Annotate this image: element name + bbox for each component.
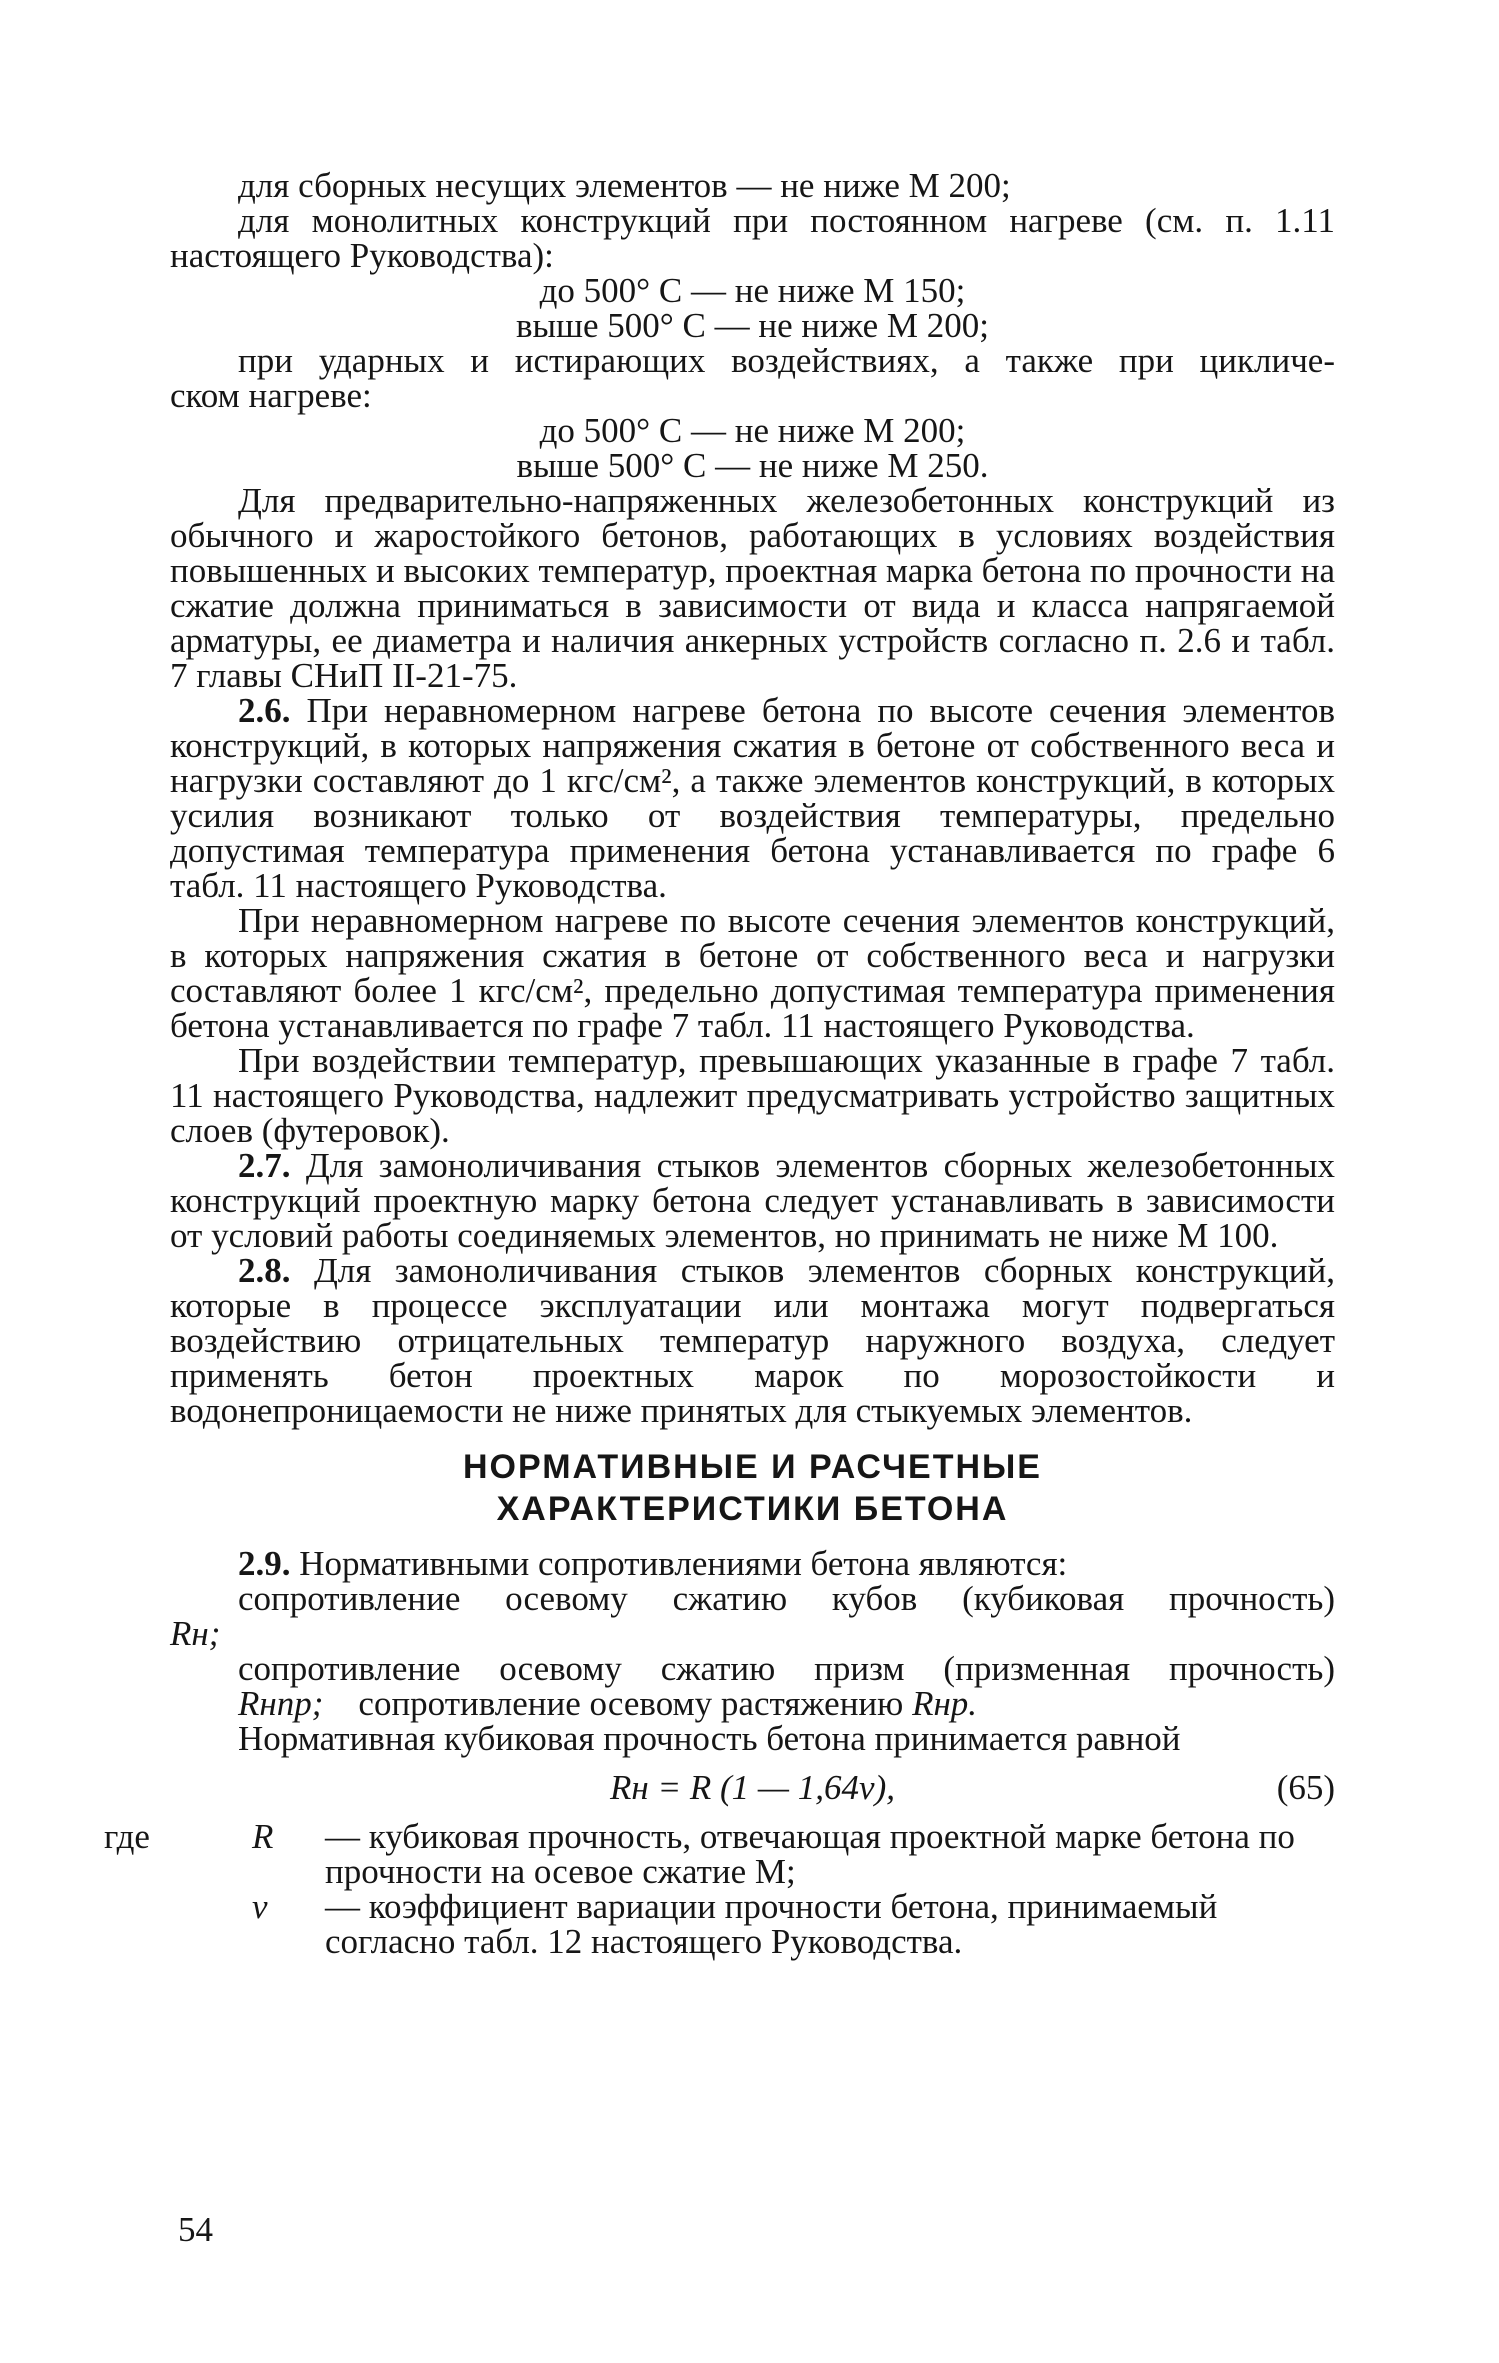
line-temp-above-a: выше 500° С — не ниже М 200;	[516, 306, 989, 345]
heading-line-1: НОРМАТИВНЫЕ И РАСЧЕТНЫЕ	[463, 1448, 1042, 1486]
where-label: где	[104, 1817, 150, 1856]
clause-text: При неравномерном нагреве бетона по высоте сечения элементов конструкций, в которых напряжения сжатия в бетоне от собственного веса и нагрузки составляют до 1 кгс/см², а также элементов конструкций, в которых усилия возникают только от воздействия температуры, предельно допустимая температура применения бетона устанавливается по графе 6 табл. 11 настоящего Руководства.	[170, 691, 1335, 905]
line-temp-500-a: до 500° С — не ниже М 150;	[539, 271, 966, 310]
formula-expression: Rн = R (1 — 1,64v),	[610, 1768, 895, 1807]
resistance-prism-line	[170, 1686, 1335, 1721]
paragraph-2-6	[170, 693, 1335, 903]
paragraph-prestressed: Для предварительно-напряженных железобетонных конструкций из обычного и жаростойкого бетонов, работающих в условиях воздействия повышенных и высоких температур, проектная марка бетона по прочности на сжатие должна приниматься в зависимости от вида и класса напрягаемой арматуры, ее диаметра и наличия анкерных устройств согласно п. 2.6 и табл. 7 главы СНиП II-21-75.	[170, 481, 1335, 695]
clause-text: Для замоноличивания стыков элементов сборных конструкций, которые в процессе эксплуатации или монтажа могут подвергаться воздействию отрицательных температур наружного воздуха, следует применять бетон проектных марок по морозостойкости и водонепроницаемости не ниже принятых для стыкуемых элементов.	[170, 1251, 1335, 1430]
definition-row	[104, 1817, 1335, 1891]
line-impact: при ударных и истирающих воздействиях, а также при цикличе-	[238, 341, 1335, 380]
line-monolithic: для монолитных конструкций при постоянном нагреве (см. п. 1.11	[238, 201, 1335, 240]
clause-text: Для замоноличивания стыков элементов сборных железобетонных конструкций проектную марку бетона следует устанавливать в зависимости от условий работы соединяемых элементов, но принимать не ниже М 100.	[170, 1146, 1335, 1255]
paragraph-uneven-heating: При неравномерном нагреве по высоте сечения элементов конструкций, в которых напряжения сжатия в бетоне от собственного веса и нагрузки составляют более 1 кгс/см², предельно допустимая температура применения бетона устанавливается по графе 7 табл. 11 настоящего Руководства.	[170, 901, 1335, 1045]
line-precast: для сборных несущих элементов — не ниже М 200;	[238, 166, 1011, 205]
line-impact-cont: ском нагреве:	[170, 376, 372, 415]
resistance-prism-symbol: Rнпр;	[238, 1684, 324, 1723]
section-heading	[170, 1446, 1335, 1530]
line-temp-500-b: до 500° С — не ниже М 200;	[539, 411, 966, 450]
paragraph-exceeding-temps: При воздействии температур, превышающих указанные в графе 7 табл. 11 настоящего Руководства, надлежит предусматривать устройство защитных слоев (футеровок).	[170, 1041, 1335, 1150]
heading-line-2: ХАРАКТЕРИСТИКИ БЕТОНА	[496, 1490, 1009, 1528]
paragraph-2-7	[170, 1148, 1335, 1253]
resistance-prism-text: сопротивление осевому сжатию призм (призменная прочность)	[238, 1649, 1335, 1688]
clause-number: 2.9.	[238, 1544, 291, 1583]
resistance-tension-text: сопротивление осевому растяжению	[358, 1684, 904, 1723]
formula-number: (65)	[1276, 1768, 1335, 1807]
line-temp-above-b: выше 500° С — не ниже М 250.	[516, 446, 989, 485]
clause-text: Нормативными сопротивлениями бетона являются:	[299, 1544, 1068, 1583]
page-number: 54	[178, 2210, 213, 2249]
resistance-cube-text: сопротивление осевому сжатию кубов (кубиковая прочность)	[238, 1579, 1335, 1618]
definitions-list	[104, 1817, 1335, 1961]
paragraph-cube-strength: Нормативная кубиковая прочность бетона принимается равной	[238, 1719, 1181, 1758]
clause-number: 2.6.	[238, 691, 291, 730]
formula-65	[170, 1770, 1335, 1805]
clause-number: 2.8.	[238, 1251, 291, 1290]
definition-row	[170, 1889, 1335, 1959]
paragraph-2-9	[170, 1546, 1335, 1581]
page-body	[104, 166, 1335, 1961]
clause-number: 2.7.	[238, 1146, 291, 1185]
paragraph-2-8	[170, 1253, 1335, 1428]
resistance-cube-symbol: Rн;	[170, 1614, 221, 1653]
definition-symbol: R	[252, 1817, 274, 1856]
definition-symbol: v	[252, 1887, 268, 1926]
line-monolithic-cont: настоящего Руководства):	[170, 236, 554, 275]
resistance-tension-symbol: Rнр.	[912, 1684, 978, 1723]
definition-text: — коэффициент вариации прочности бетона, принимаемый согласно табл. 12 настоящего Руководства.	[325, 1887, 1218, 1961]
definition-text: — кубиковая прочность, отвечающая проектной марке бетона по прочности на осевое сжатие М;	[325, 1817, 1295, 1891]
